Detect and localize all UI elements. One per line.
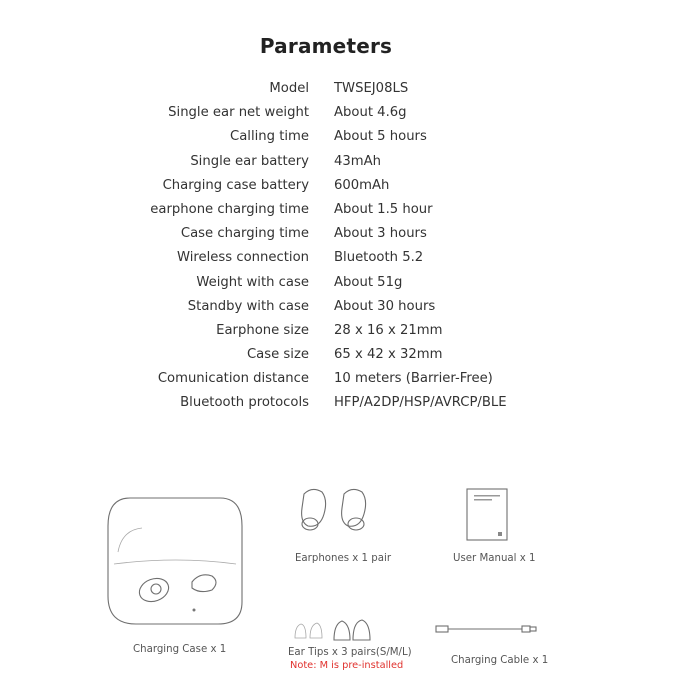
charging-case-caption: Charging Case x 1 [133, 644, 227, 655]
page-title: Parameters [259, 34, 393, 58]
parameter-row [0, 295, 700, 319]
parameter-label: Single ear net weight [168, 105, 309, 121]
parameter-row [0, 125, 700, 149]
parameter-value: 10 meters (Barrier-Free) [334, 371, 493, 387]
parameter-label: Weight with case [196, 274, 309, 290]
parameter-row [0, 198, 700, 222]
parameter-value: About 30 hours [334, 298, 436, 314]
parameter-label: Single ear battery [190, 153, 309, 169]
charging-cable-image [432, 620, 542, 640]
parameter-label: Charging case battery [162, 177, 309, 193]
ear-tips-note: Note: M is pre-installed [290, 660, 404, 671]
parameter-value: 43mAh [334, 153, 382, 169]
parameter-value: 600mAh [334, 177, 390, 193]
parameter-label: Earphone size [216, 322, 309, 338]
charging-case-image [102, 490, 252, 640]
parameter-row [0, 101, 700, 125]
parameter-row [0, 367, 700, 391]
parameter-row [0, 246, 700, 270]
parameter-row [0, 222, 700, 246]
parameter-label: Calling time [230, 129, 309, 145]
parameter-row [0, 319, 700, 343]
ear-tips-image [290, 618, 380, 648]
ear-tips-caption: Ear Tips x 3 pairs(S/M/L) [288, 647, 412, 658]
parameter-row [0, 150, 700, 174]
parameters-table [0, 77, 700, 416]
parameter-value: About 51g [334, 274, 403, 290]
parameter-row [0, 174, 700, 198]
user-manual-image [462, 484, 512, 544]
parameter-value: About 1.5 hour [334, 201, 433, 217]
parameter-value: Bluetooth 5.2 [334, 250, 424, 266]
parameter-value: About 4.6g [334, 105, 407, 121]
parameter-value: About 3 hours [334, 226, 427, 242]
parameter-row [0, 77, 700, 101]
parameter-label: Case size [246, 347, 309, 363]
parameter-value: TWSEJ08LS [334, 81, 409, 96]
parameter-value: 28 x 16 x 21mm [334, 322, 443, 338]
parameter-row [0, 391, 700, 415]
parameter-value: About 5 hours [334, 129, 427, 145]
charging-cable-caption: Charging Cable x 1 [451, 655, 549, 666]
parameter-label: earphone charging time [150, 201, 309, 217]
earphones-image [296, 484, 376, 536]
parameter-label: Bluetooth protocols [180, 395, 309, 411]
parameter-label: Case charging time [180, 226, 309, 242]
user-manual-caption: User Manual x 1 [453, 553, 536, 564]
parameter-value: 65 x 42 x 32mm [334, 347, 443, 363]
earphones-caption: Earphones x 1 pair [295, 553, 392, 564]
parameter-value: HFP/A2DP/HSP/AVRCP/BLE [334, 395, 507, 411]
parameter-label: Model [269, 81, 309, 96]
parameter-label: Wireless connection [176, 250, 309, 266]
parameter-label: Standby with case [187, 298, 309, 314]
parameter-row [0, 343, 700, 367]
parameter-label: Comunication distance [157, 371, 309, 387]
parameter-row [0, 271, 700, 295]
